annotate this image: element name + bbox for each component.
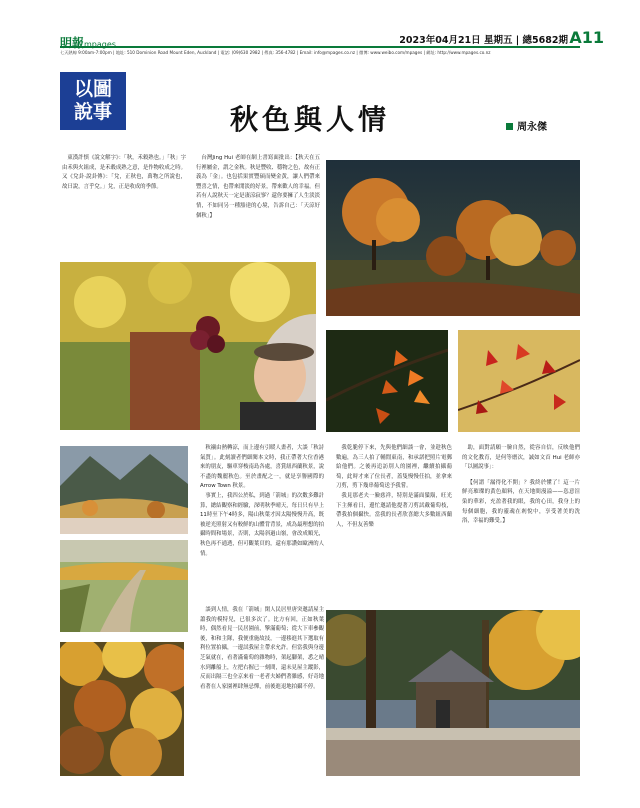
autumn-forest-photo [60,642,184,776]
article-title: 秋色與人情 [230,103,391,136]
red-leaves-photo [458,330,580,432]
wooden-cabin-photo [326,610,580,776]
column-tag [60,72,126,130]
page-number: A11 [569,28,604,47]
column-tag-line2: 說事 [73,101,112,123]
newspaper-logo: 明報mpages [60,36,116,50]
grape-picking-hands-photo [60,262,316,430]
contact-info-bar: 七天熱線 9:00am-7:00pm | 地址: 510 Dominion Road Mount Eden, Auckland | 電話: (09)630 2982 | 傳真: 356-4782 | Email: info@mpages.co.nz | 微博: www.weibo.com/mpages | 網址: http://www.mpages.co.nz [60,46,580,58]
closing-quote: 【何謂「漏得化不開」？我終於懂了！這一片鮮亮璀璨的黃色顏料，在天地間漫溢——恣意渲染的華彩，充盈著我的眼，我的心田，我身上的每個細胞，我的靈魂在剎悅中，享受著美的洗浴，幸福的難受。】 [462,479,580,525]
orange-leaves-photo [326,330,448,432]
author-name: 周永傑 [517,122,547,133]
column-tag-line1: 以圖 [73,78,112,100]
author-byline [506,118,547,133]
text-column-3-bottom: 談到人情，我在「箭城」閑人民居里唐突邀請屋主蕭我的模特兒，已很多次了。比方有回，正如秋葉時，偶然看見一民居園前，擎滿葡萄；從大下車參觀後，和和主隊，我便重施故技，一邊移進其下選取有利位置拍攝，一邊試我屋主帶求允許。但當我與身邊芝氣就在，看著滿葡萄的雜物時，架起腳架，悉之晴水到離船上，左把右握已一刻間，還未見屋主蹤影，反而出隔三也全京來看一老者夫婦們著雜感，好奇地看著在人家園裡肆無忌憚，前後進退地拍攝不停。 [200,607,324,690]
text-column-3-top: 秋襯由熱轉涼，而上邊有引暖人畫者，大談「秋詩氣質」。此刻讀者們細閱本文時，我正帶著大位香港來的朋友，驅車穿梭南島各處，喜賞紐西蘭秋景，說不盡的魏麗秋色。至於畫配之一，就是享譽國際的 Arrow Town 秋景。 事實上，我四公於私，到過「箭城」的次數多難計算，總結觀察和經驗，深明秋季晴天，每日只有早上11時至下午4時多，陽山秋葉才因太陽慢慢升高，既被逆光照射又有較鮮的山體背背景，成為最理想的拍攝時間和場景，否則，太陽斜過山嶺，會改成順光，秋色再不通透，但可觀葉頁的，還有那讚如歐洲的人情。 [200,445,324,557]
text-column-1: 東漢許慎《說文解字》：「秋，禾穀熟也。」「秋」字由禾與火組成，是禾穀成熟之意，是作物收成之時。又《兌卦·說卦傳》：「兌，正秋也，萬物之所說也，故曰說，言乎兌。」兌，正是收成的季節。 [62,155,186,190]
text-column-5: 助，面對請願一臉自然，從容自信，反映他們的文化教育，是何等磨次，誠如文首 Hui 老師亦「以圖說事」： 【何謂「漏得化不開」？我終於懂了！這一片鮮亮璀璨的黃色顏料，在天地間漫溢——恣意渲染的華彩，充盈著我的眼，我的心田，我身上的每個細胞，我的靈魂在剎悅中，享受著美的洗浴，幸福的難受。】 [462,444,580,604]
text-column-2: 台灣Jing Hui 老師在網上書寫面批出：【秋天在五行裡屬金，謂之金秋。秋是豐收、穩物之色，故有正義為「金」。也包括果實豐碩而變金黃，讓人們帶來豐喜之情，也帶來閒淡的好景，帶來歡人的幸福。但若有人說秋天一定是凄涼寂寥？還你要擁了人生淡淡情，不如同另一種豁達的心境，告訴自己：「天涼好個秋」】 [196,155,320,219]
logo-sub: mpages [84,40,116,49]
mountain-valley-photo [60,446,188,534]
autumn-trees-photo [326,160,580,316]
issue-date: 2023年04月21日 星期五 | 總5682期 [399,35,568,46]
text-column-4: 我乾脆停下來，先與他們細談一會，並趁秋色數遍，為三人拍了輔閒東南，和承諾把照片電郵給他們。之後再追訪別人的園裡，繼續拍攝葡萄，此時才來了位長者，蓋隻慢慢任拍，並拿來刀剪，剪下幾串葡萄送予我嘗。 我見那老夫一臉慈祥，特別是滿面鬚鬍，旺光下主揮看日，邊忙邀請他提著刀剪試戴葡萄枝，帶我拍個攝快。當我的長者欣喜總大多數紐西蘭人，不但友善樂 [336,445,452,528]
byline-square-icon [506,123,513,130]
country-road-photo [60,540,188,632]
